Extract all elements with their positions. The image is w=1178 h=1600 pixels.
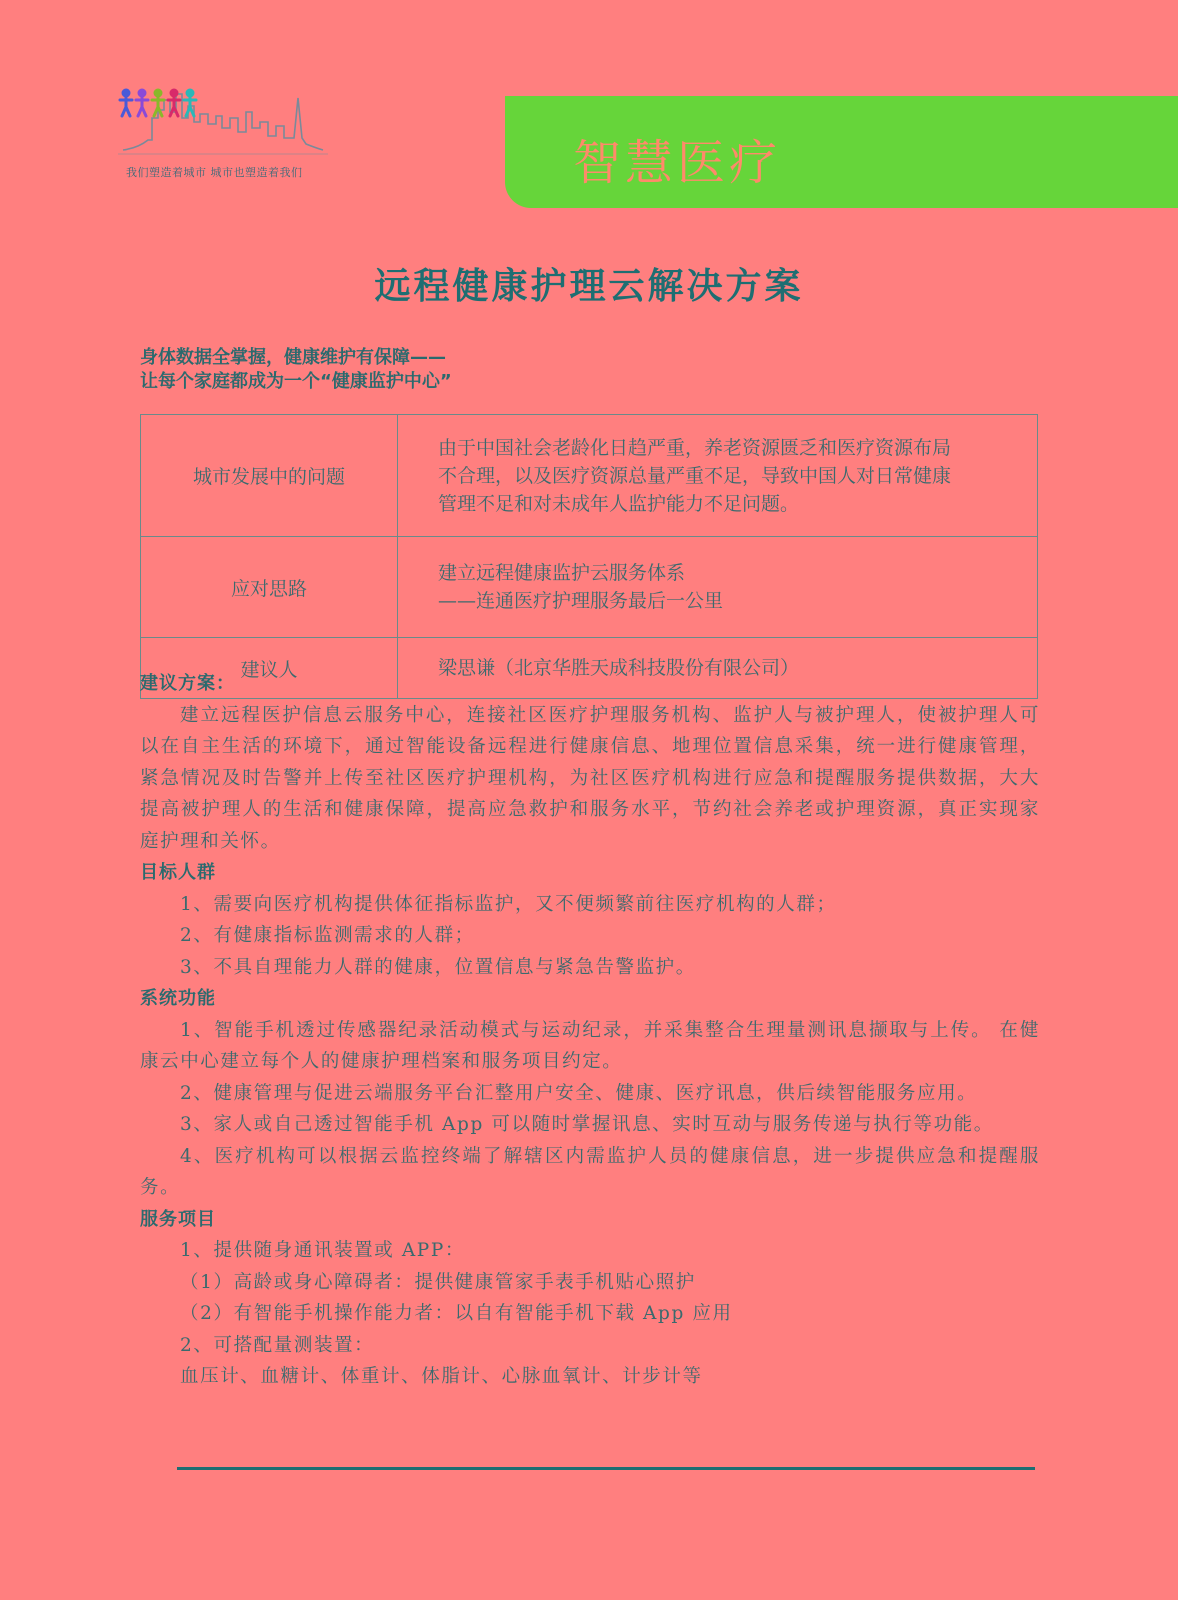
table-key: 城市发展中的问题	[141, 415, 398, 537]
page-title: 远程健康护理云解决方案	[374, 266, 804, 307]
list-item: 1、需要向医疗机构提供体征指标监护，又不便频繁前往医疗机构的人群；	[180, 893, 837, 915]
section-banner	[505, 96, 1178, 208]
list-item: （2）有智能手机操作能力者：以自有智能手机下载 App 应用	[180, 1303, 733, 1324]
table-value-line: 建立远程健康监护云服务体系	[438, 562, 686, 584]
list-item: 1、提供随身通讯装置或 APP：	[180, 1240, 466, 1261]
table-value-line: 由于中国社会老龄化日趋严重，养老资源匮乏和医疗资源布局	[438, 436, 952, 459]
footer-divider	[177, 1467, 1035, 1470]
proposal-paragraph: 建立远程医护信息云服务中心，连接社区医疗护理服务机构、监护人与被护理人，使被护理人可以在自主生活的环境下，通过智能设备远程进行健康信息、地理位置信息采集，统一进行健康管理，紧急情况及时告警并上传至社区医疗护理机构，为社区医疗机构进行应急和提醒服务提供数据，大大提高被护理人的生活和健康保障，提高应急救护和服务水平，节约社会养老或护理资源，真正实现家庭护理和关怀。	[140, 704, 1040, 852]
list-item: 血压计、血糖计、体重计、体脂计、心脉血氧计、计步计等	[180, 1366, 703, 1387]
subtitle-line-2: 让每个家庭都成为一个“健康监护中心”	[140, 371, 452, 392]
section-heading-functions: 系统功能	[140, 988, 216, 1009]
table-key: 建议人	[141, 638, 398, 699]
subtitle-line-1: 身体数据全掌握，健康维护有保障——	[140, 347, 446, 368]
table-row	[141, 415, 1038, 537]
list-item: 1、智能手机透过传感器纪录活动模式与运动纪录，并采集整合生理量测讯息撷取与上传。 在健康云中心建立每个人的健康护理档案和服务项目约定。	[140, 1019, 1040, 1072]
logo-slogan: 我们塑造着城市 城市也塑造着我们	[126, 166, 303, 179]
table-value-line: 不合理，以及医疗资源总量严重不足，导致中国人对日常健康	[438, 464, 952, 487]
list-item: 4、医疗机构可以根据云监控终端了解辖区内需监护人员的健康信息，进一步提供应急和提醒服务。	[140, 1145, 1040, 1198]
list-item: 2、有健康指标监测需求的人群；	[180, 925, 475, 946]
table-value-line: 管理不足和对未成年人监护能力不足问题。	[438, 492, 800, 515]
list-item: （1）高龄或身心障碍者：提供健康管家手表手机贴心照护	[180, 1271, 696, 1293]
table-value	[398, 537, 1038, 638]
list-item: 3、家人或自己透过智能手机 App 可以随时掌握讯息、实时互动与服务传递与执行等功能。	[180, 1114, 994, 1135]
article-body	[140, 668, 1040, 1393]
info-table	[140, 414, 1038, 699]
list-item: 3、不具自理能力人群的健康，位置信息与紧急告警监护。	[180, 956, 696, 978]
table-key: 应对思路	[141, 537, 398, 638]
table-value-line: 梁思谦（北京华胜天成科技股份有限公司）	[438, 657, 800, 679]
section-heading-proposal: 建议方案：	[140, 673, 235, 694]
list-item: 2、可搭配量测装置：	[180, 1334, 375, 1356]
table-value	[398, 415, 1038, 537]
list-item: 2、健康管理与促进云端服务平台汇整用户安全、健康、医疗讯息，供后续智能服务应用。	[180, 1082, 978, 1104]
banner-title: 智慧医疗	[573, 135, 782, 191]
table-row	[141, 537, 1038, 638]
people-icon	[118, 88, 208, 118]
table-value-line: ——连通医疗护理服务最后一公里	[438, 590, 724, 612]
section-heading-target: 目标人群	[140, 862, 216, 883]
subtitle	[140, 346, 452, 394]
section-heading-services: 服务项目	[140, 1208, 216, 1230]
city-logo	[118, 88, 328, 213]
